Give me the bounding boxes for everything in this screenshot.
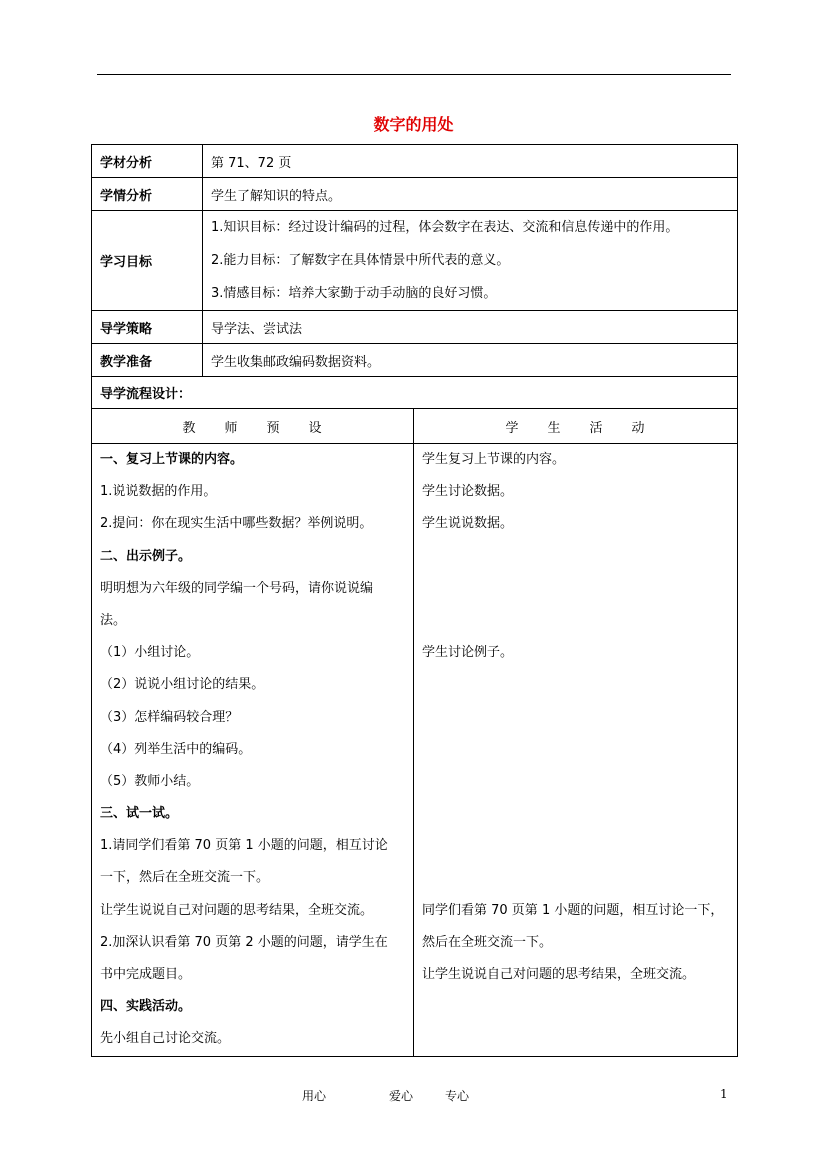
label-goals: 学习目标 bbox=[92, 211, 203, 311]
teacher-line: （2）说说小组讨论的结果。 bbox=[100, 677, 265, 693]
row-column-headers bbox=[92, 409, 738, 444]
value-learner: 学生了解知识的特点。 bbox=[203, 178, 738, 211]
student-column bbox=[414, 444, 738, 1057]
student-line bbox=[422, 605, 729, 637]
student-line bbox=[422, 734, 729, 766]
footer-motto-1: 用心 bbox=[302, 1089, 327, 1103]
label-material: 学材分析 bbox=[92, 145, 203, 178]
teacher-line: 1.说说数据的作用。 bbox=[100, 484, 217, 500]
goal-knowledge: 1.知识目标：经过设计编码的过程，体会数字在表达、交流和信息传递中的作用。 bbox=[211, 220, 679, 235]
row-preparation bbox=[92, 344, 738, 377]
row-strategy bbox=[92, 311, 738, 344]
teacher-line: （3）怎样编码较合理？ bbox=[100, 709, 239, 725]
value-strategy: 导学法、尝试法 bbox=[203, 311, 738, 344]
flow-heading: 导学流程设计： bbox=[92, 377, 738, 409]
student-line bbox=[422, 702, 729, 734]
student-lines bbox=[422, 444, 729, 1056]
teacher-line: 书中完成题目。 bbox=[100, 967, 192, 982]
teacher-line: 明明想为六年级的同学编一个号码，请你说说编 bbox=[100, 580, 374, 596]
student-line: 学生讨论例子。 bbox=[422, 645, 514, 661]
teacher-line: （5）教师小结。 bbox=[100, 773, 200, 789]
value-preparation: 学生收集邮政编码数据资料。 bbox=[203, 344, 738, 377]
student-line: 同学们看第 70 页第 1 小题的问题，相互讨论一下， bbox=[422, 902, 724, 918]
footer-motto-3: 专心 bbox=[445, 1089, 470, 1103]
student-line bbox=[422, 830, 729, 862]
teacher-line: 2.加深认识看第 70 页第 2 小题的问题，请学生在 bbox=[100, 934, 388, 950]
teacher-lines bbox=[100, 444, 405, 1056]
lesson-plan-table bbox=[91, 144, 738, 1057]
teacher-line: （1）小组讨论。 bbox=[100, 645, 200, 661]
teacher-line: 让学生说说自己对问题的思考结果，全班交流。 bbox=[100, 902, 374, 918]
student-line: 然后在全班交流一下。 bbox=[422, 934, 553, 950]
student-line bbox=[422, 541, 729, 573]
row-flow-content bbox=[92, 444, 738, 1057]
teacher-line: 法。 bbox=[100, 612, 127, 628]
goal-emotion: 3.情感目标：培养大家勤于动手动脑的良好习惯。 bbox=[211, 286, 497, 301]
student-line bbox=[422, 862, 729, 894]
teacher-line: 1.请同学们看第 70 页第 1 小题的问题，相互讨论 bbox=[100, 838, 388, 854]
teacher-line: 四、实践活动。 bbox=[100, 999, 192, 1015]
value-goals bbox=[203, 211, 738, 311]
teacher-column bbox=[92, 444, 414, 1057]
teacher-line: 一下，然后在全班交流一下。 bbox=[100, 870, 270, 886]
teacher-line: 一、复习上节课的内容。 bbox=[100, 452, 244, 467]
label-preparation: 教学准备 bbox=[92, 344, 203, 377]
goal-ability: 2.能力目标：了解数字在具体情景中所代表的意义。 bbox=[211, 253, 510, 268]
value-material: 第 71、72 页 bbox=[203, 145, 738, 178]
student-line bbox=[422, 669, 729, 701]
teacher-line: 三、试一试。 bbox=[100, 806, 179, 822]
teacher-line: 先小组自己讨论交流。 bbox=[100, 1031, 231, 1047]
teacher-line: 二、出示例子。 bbox=[100, 548, 192, 564]
header-rule bbox=[97, 74, 731, 75]
student-line bbox=[422, 991, 729, 1023]
student-line: 学生说说数据。 bbox=[422, 516, 514, 532]
teacher-line: 2.提问：你在现实生活中哪些数据？举例说明。 bbox=[100, 516, 373, 532]
student-line: 学生讨论数据。 bbox=[422, 484, 514, 500]
row-material bbox=[92, 145, 738, 178]
student-line bbox=[422, 573, 729, 605]
student-line bbox=[422, 766, 729, 798]
row-flow-heading bbox=[92, 377, 738, 409]
label-strategy: 导学策略 bbox=[92, 311, 203, 344]
doc-title: 数字的用处 bbox=[373, 115, 454, 134]
row-goals bbox=[92, 211, 738, 311]
column-header-teacher: 教 师 预 设 bbox=[92, 409, 414, 444]
column-header-student: 学 生 活 动 bbox=[414, 409, 738, 444]
label-learner: 学情分析 bbox=[92, 178, 203, 211]
teacher-line: （4）列举生活中的编码。 bbox=[100, 741, 252, 757]
page-number: 1 bbox=[720, 1087, 728, 1101]
student-line bbox=[422, 798, 729, 830]
student-line bbox=[422, 1023, 729, 1055]
student-line: 学生复习上节课的内容。 bbox=[422, 452, 566, 467]
student-line: 让学生说说自己对问题的思考结果，全班交流。 bbox=[422, 967, 696, 982]
footer-motto-2: 爱心 bbox=[389, 1089, 414, 1103]
row-learner bbox=[92, 178, 738, 211]
